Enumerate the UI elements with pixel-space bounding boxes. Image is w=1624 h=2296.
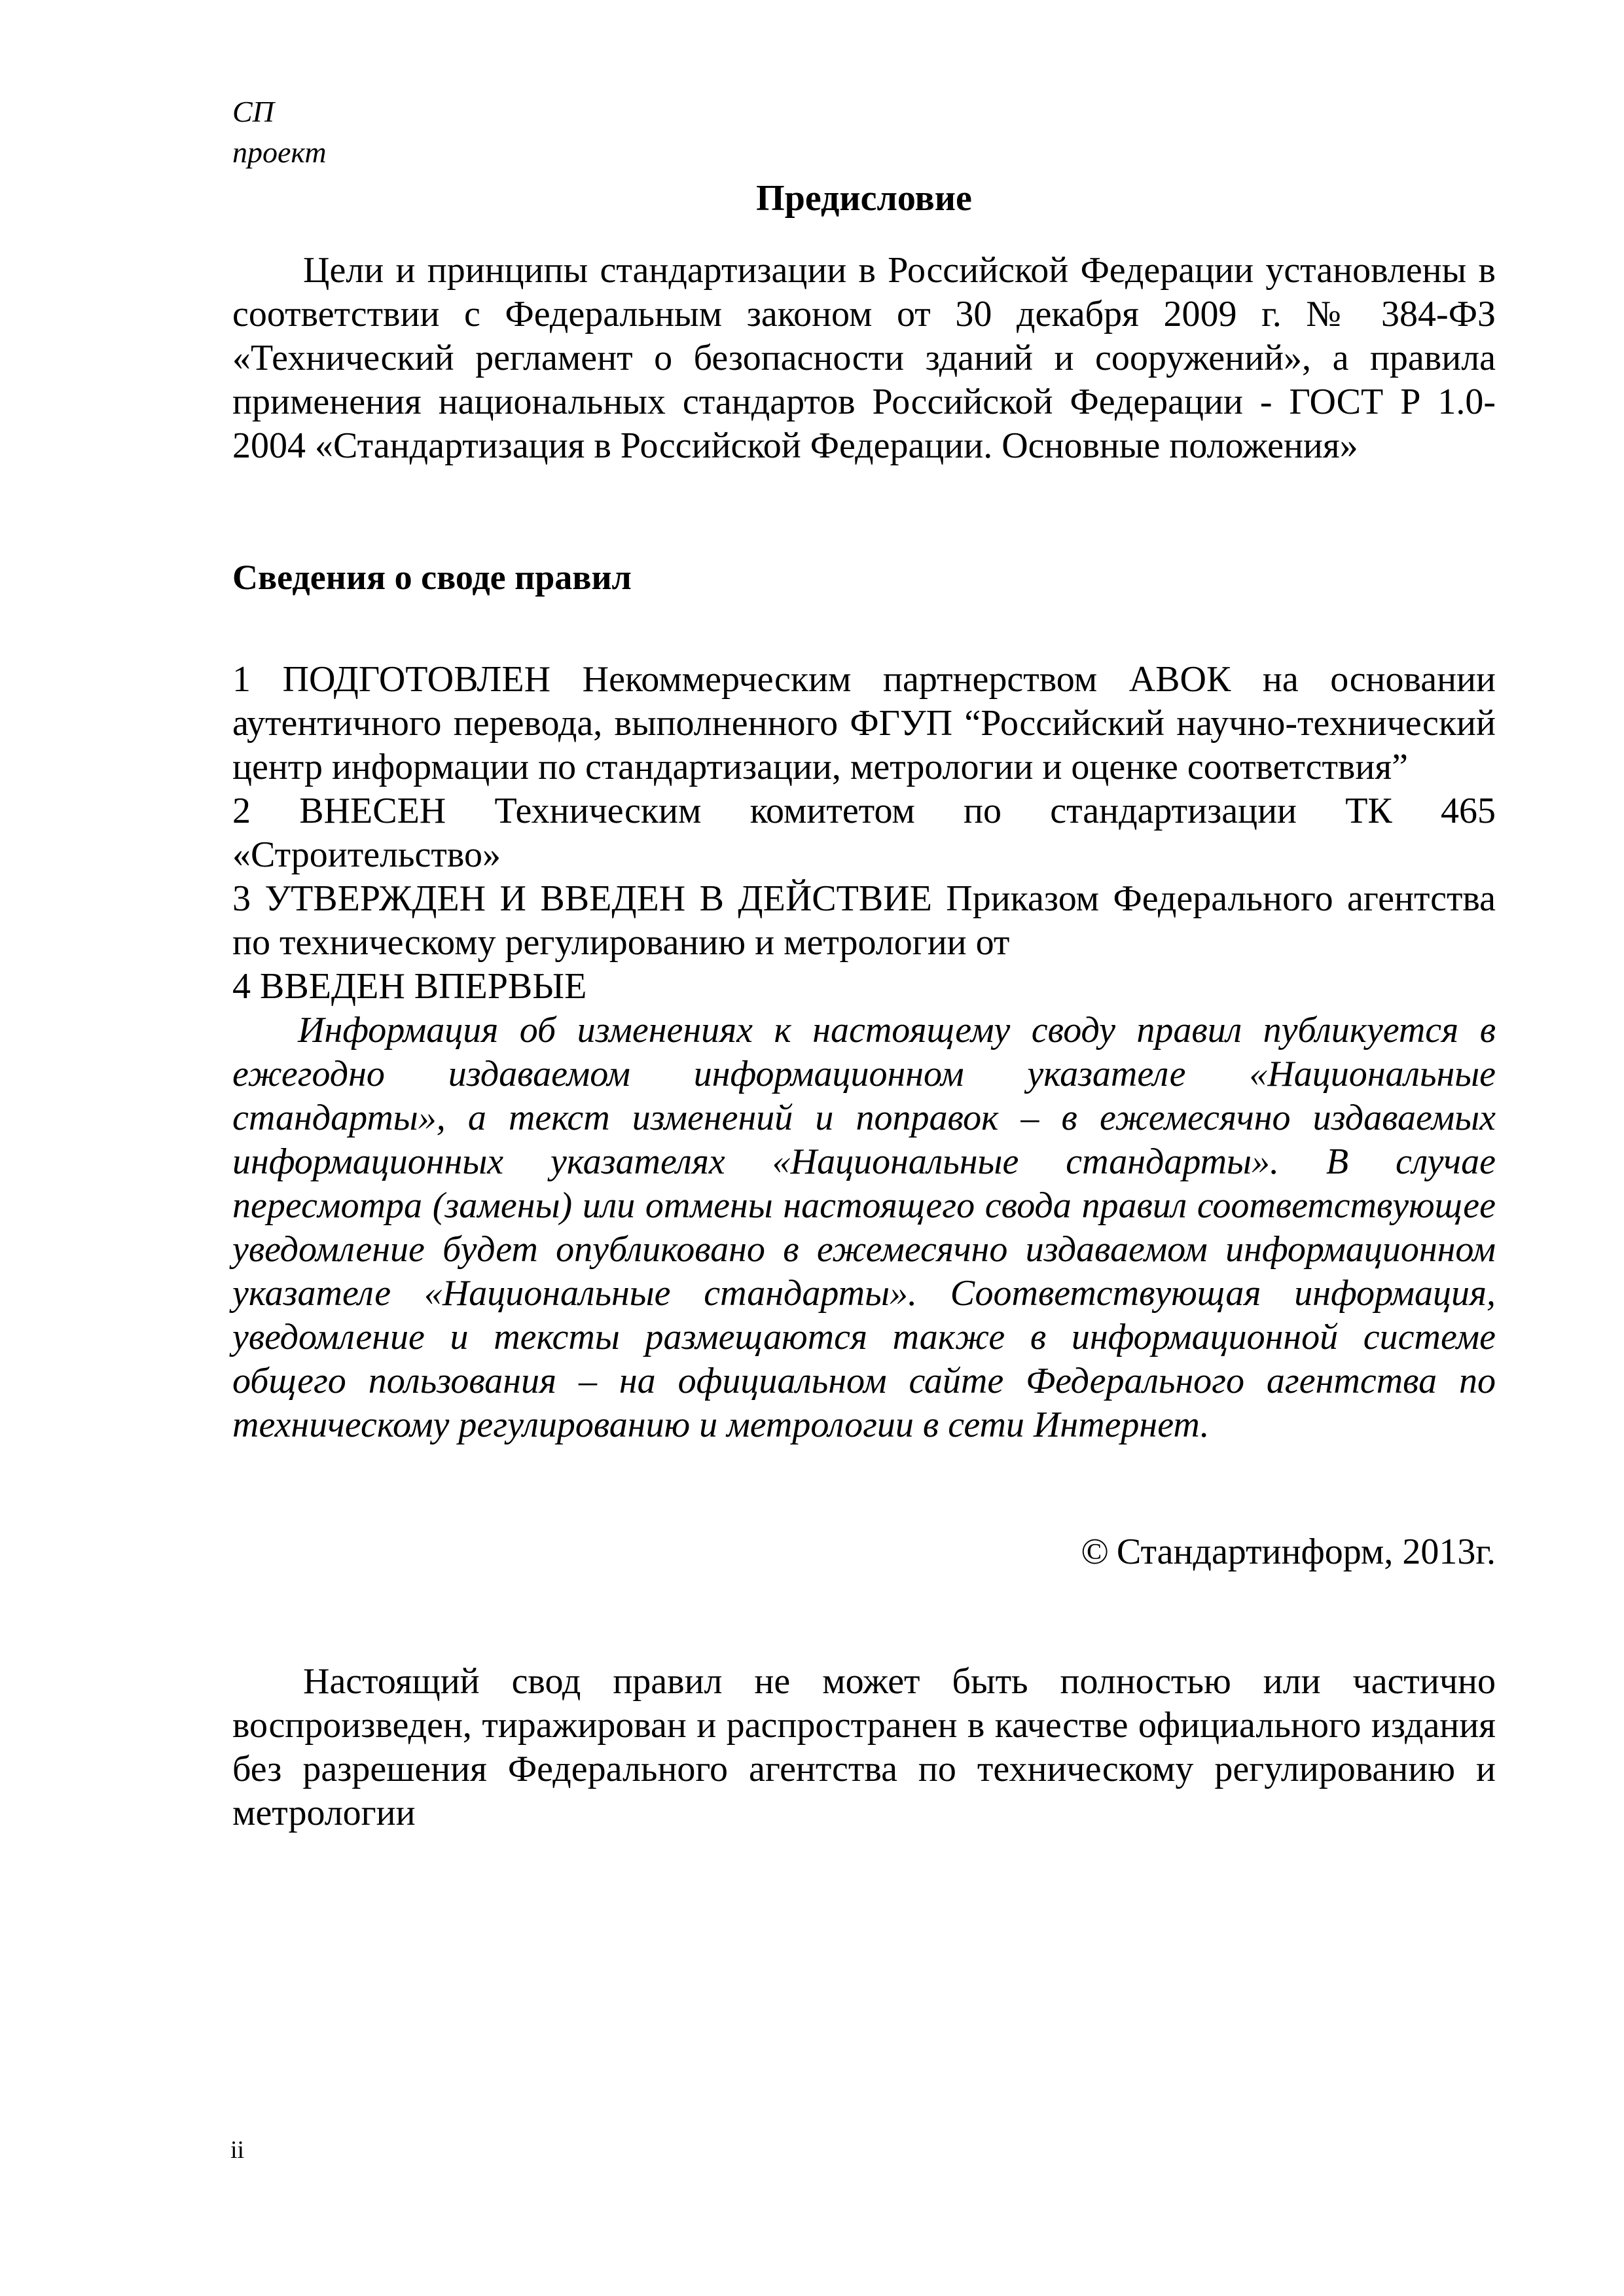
- copyright-line: [1081, 1530, 1496, 1574]
- document-status: проект: [232, 135, 327, 169]
- info-item-3: [232, 877, 1496, 965]
- info-item-1: [232, 658, 1496, 789]
- preface-paragraph: Цели и принципы стандартизации в Российской Федерации установлены в соответствии с Федеральным законом от 30 декабря 2009 г. № 384-ФЗ «Технический регламент о безопасности зданий и сооружений», а правила применения национальных стандартов Российской Федерации - ГОСТ Р 1.0-2004 «Стандартизация в Российской Федерации. Основные положения»: [232, 250, 1496, 466]
- info-item-number: 3: [232, 878, 251, 919]
- page-number: ii: [230, 2136, 245, 2164]
- info-item-text: ПОДГОТОВЛЕН Некоммерческим партнерством АВОК на основании аутентичного перевода, выполненного ФГУП “Российский научно-технический центр информации по стандартизации, метрологии и оценке соответствия”: [232, 659, 1496, 787]
- info-items-list: [232, 658, 1496, 1447]
- document-code: СП: [232, 95, 274, 128]
- preface-title: Предисловие: [756, 178, 972, 219]
- copyright-text: Стандартинформ, 2013г.: [1116, 1532, 1496, 1572]
- info-item-text: ВВЕДЕН ВПЕРВЫЕ: [260, 966, 587, 1007]
- info-item-4: [232, 965, 1496, 1009]
- info-section-heading: Сведения о своде правил: [232, 558, 632, 597]
- reproduction-notice: Настоящий свод правил не может быть полностью или частично воспроизведен, тиражирован и распространен в качестве официального издания без разрешения Федерального агентства по техническому регулированию и метрологии: [232, 1661, 1496, 1833]
- copyright-sign: ©: [1081, 1532, 1109, 1572]
- info-item-number: 4: [232, 966, 251, 1007]
- info-item-text: УТВЕРЖДЕН И ВВЕДЕН В ДЕЙСТВИЕ Приказом Федерального агентства по техническому регулированию и метрологии от: [232, 878, 1496, 963]
- changes-note: Информация об изменениях к настоящему своду правил публикуется в ежегодно издаваемом информационном указателе «Национальные стандарты», а текст изменений и поправок – в ежемесячно издаваемых информационных указателях «Национальные стандарты». В случае пересмотра (замены) или отмены настоящего свода правил соответствующее уведомление будет опубликовано в ежемесячно издаваемом информационном указателе «Национальные стандарты». Соответствующая информация, уведомление и тексты размещаются также в информационной системе общего пользования – на официальном сайте Федерального агентства по техническому регулированию и метрологии в сети Интернет.: [232, 1010, 1496, 1445]
- info-item-2: [232, 789, 1496, 877]
- info-item-text: ВНЕСЕН Техническим комитетом по стандартизации ТК 465 «Строительство»: [232, 791, 1496, 875]
- info-item-number: 1: [232, 659, 251, 700]
- info-item-number: 2: [232, 791, 251, 831]
